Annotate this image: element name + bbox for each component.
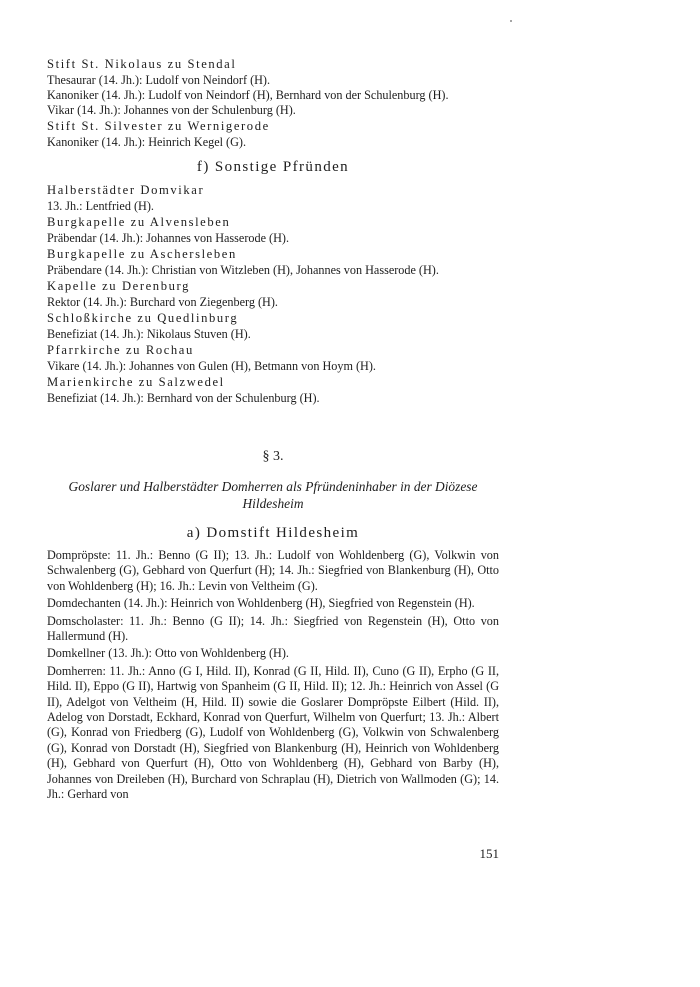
entry-line: Benefiziat (14. Jh.): Nikolaus Stuven (H). xyxy=(47,327,251,341)
institution-heading: Marienkirche zu Salzwedel xyxy=(47,375,225,389)
entry-line: Präbendar (14. Jh.): Johannes von Hasserode (H). xyxy=(47,231,289,245)
entry-line: Benefiziat (14. Jh.): Bernhard von der Schulenburg (H). xyxy=(47,391,320,405)
section-stifte xyxy=(47,56,499,150)
institution-heading: Halberstädter Domvikar xyxy=(47,183,205,197)
section-sonstige xyxy=(47,182,499,406)
section-domstift xyxy=(47,548,499,803)
entry-paragraph: Domkellner (13. Jh.): Otto von Wohldenberg (H). xyxy=(47,646,289,661)
entry-paragraph: Domdechanten (14. Jh.): Heinrich von Wohldenberg (H), Siegfried von Regenstein (H). xyxy=(47,596,475,611)
entry-line: Präbendare (14. Jh.): Christian von Witzleben (H), Johannes von Hasserode (H). xyxy=(47,263,439,277)
entry-line: Kanoniker (14. Jh.): Heinrich Kegel (G). xyxy=(47,135,246,149)
institution-heading: Pfarrkirche zu Rochau xyxy=(47,343,194,357)
entry-paragraph: Domherren: 11. Jh.: Anno (G I, Hild. II), Konrad (G II, Hild. II), Cuno (G II), Erpho (G II, Hild. II), Eppo (G II), Hartwig von Spanheim (G II, Hild. II); 12. Jh.: Heinrich von Assel (G II), Adelgot von Veltheim (H, Hild. II) sowie die Goslarer Dompröpste Eilbert (Hild. II), Adelog von Dorstadt, Eckhard, Konrad von Querfurt, Wilhelm von Querfurt; 13. Jh.: Albert (G), Konrad von Friedberg (G), Ludolf von Wohldenberg (G), Volkwin von Schwalenberg (G), Konrad von Dorstadt (H), Siegfried von Blankenburg (H), Heinrich von Wohldenberg (H), Gebhard von Querfurt (H), Otto von Wohldenberg (H), Gebhard von Barby (H), Johannes von Dreileben (H), Burchard von Schraplau (H), Dietrich von Wallmoden (G); 14. Jh.: Gerhard von xyxy=(47,663,499,802)
chapter-title-line-2: Hildesheim xyxy=(242,496,304,511)
entry-line: 13. Jh.: Lentfried (H). xyxy=(47,199,154,213)
institution-heading: Stift St. Nikolaus zu Stendal xyxy=(47,57,237,71)
institution-heading: Schloßkirche zu Quedlinburg xyxy=(47,311,239,325)
entry-line: Thesaurar (14. Jh.): Ludolf von Neindorf (H). xyxy=(47,73,271,87)
entry-paragraph: Dompröpste: 11. Jh.: Benno (G II); 13. Jh.: Ludolf von Wohldenberg (G), Volkwin von Schwalenberg (G), Gebhard von Querfurt (H); 14. Jh.: Siegfried von Blankenburg (H), Otto von Wohldenberg (H); 16. Jh.: Levin von Veltheim (G). xyxy=(47,548,499,593)
entry-line: Vikar (14. Jh.): Johannes von der Schulenburg (H). xyxy=(47,103,296,117)
institution-heading: Kapelle zu Derenburg xyxy=(47,279,190,293)
institution-heading: Burgkapelle zu Aschersleben xyxy=(47,247,237,261)
entry-paragraph: Domscholaster: 11. Jh.: Benno (G II); 14. Jh.: Siegfried von Regenstein (H), Otto von Hallermund (H). xyxy=(47,613,499,644)
entry-line: Vikare (14. Jh.): Johannes von Gulen (H), Betmann von Hoym (H). xyxy=(47,359,376,373)
chapter-title-line-1: Goslarer und Halberstädter Domherren als Pfründeninhaber in der Diözese xyxy=(68,479,478,494)
entry-line: Rektor (14. Jh.): Burchard von Ziegenberg (H). xyxy=(47,295,278,309)
institution-heading: Burgkapelle zu Alvensleben xyxy=(47,215,231,229)
heading-sonstige-pfruenden: f) Sonstige Pfründen xyxy=(196,159,350,175)
section-mark: § 3. xyxy=(262,449,284,464)
page-number: 151 xyxy=(479,846,499,861)
speck-mark xyxy=(510,20,512,22)
entry-line: Kanoniker (14. Jh.): Ludolf von Neindorf (H), Bernhard von der Schulenburg (H). xyxy=(47,88,449,102)
chapter-title xyxy=(47,478,499,512)
heading-domstift-hildesheim: a) Domstift Hildesheim xyxy=(186,525,360,541)
page-body xyxy=(47,56,499,805)
institution-heading: Stift St. Silvester zu Wernigerode xyxy=(47,119,270,133)
